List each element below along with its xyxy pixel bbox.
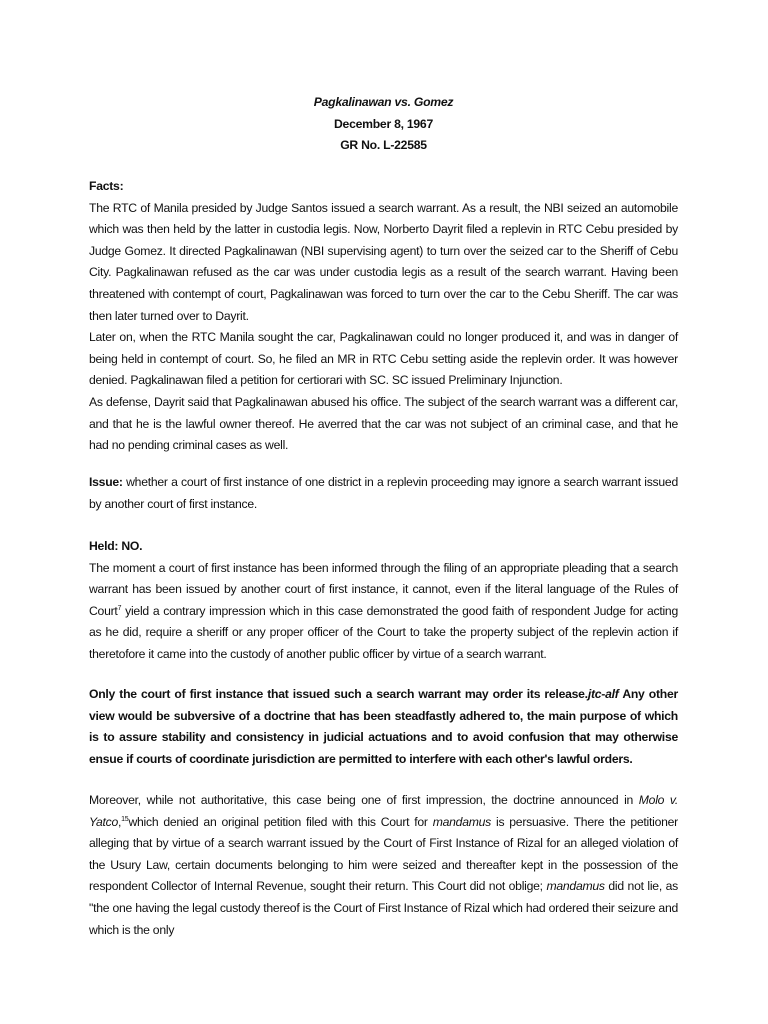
held-paragraph-3: Moreover, while not authoritative, this case being one of first impression, the doctrine announced in Molo v. Yatco,$^{15}$which denied an original petition filed with this Court for mandamus is persuasive. There the petitioner alleging that by virtue of a search warrant issued by the Court of First Instance of Rizal for an alleged violation of the Usury Law, certain documents belonging to him were seized and thereafter kept in the possession of the respondent Collector of Internal Revenue, sought their return. This Court did not oblige; mandamus did not lie, as "the one having the legal custody thereof is the Court of First Instance of Rizal which had ordered their seizure and which is the only <box>89 793 678 937</box>
issue-label: Issue: <box>89 475 123 489</box>
facts-paragraph-3: As defense, Dayrit said that Pagkalinawan abused his office. The subject of the search warrant was a different car, and that he is the lawful owner thereof. He averred that the car was not subject of an criminal case, and that he had no pending criminal cases as well. <box>89 394 678 453</box>
issue-section <box>89 472 678 515</box>
facts-section <box>89 176 678 457</box>
facts-heading: Facts: <box>89 179 124 193</box>
held-paragraph-1: The moment a court of first instance has been informed through the filing of an appropriate pleading that a search warrant has been issued by another court of first instance, it cannot, even if the literal language of the Rules of Court$^7$ yield a contrary impression which in this case demonstrated the good faith of respondent Judge for acting as he did, require a sheriff or any proper officer of the Court to take the property subject of the replevin action if theretofore it came into the custody of another public officer by virtue of a search warrant. <box>89 560 678 661</box>
case-header <box>89 92 678 157</box>
bold-italic-tag: jtc-alf <box>587 687 619 701</box>
footnote-ref-15: 15 <box>121 815 129 823</box>
issue-text: whether a court of first instance of one district in a replevin proceeding may ignore a search warrant issued by another court of first instance. <box>89 475 678 511</box>
issue-paragraph <box>89 472 678 515</box>
case-title: Pagkalinawan vs. Gomez <box>313 95 454 109</box>
facts-paragraph-2: Later on, when the RTC Manila sought the car, Pagkalinawan could no longer produced it, and was in danger of being held in contempt of court. So, he filed an MR in RTC Cebu setting aside the replevin order. It was however denied. Pagkalinawan filed a petition for certiorari with SC. SC issued Preliminary Injunction. <box>89 330 678 388</box>
case-date: December 8, 1967 <box>334 116 433 131</box>
held-heading: Held: NO. <box>89 539 143 553</box>
case-gr-number: GR No. L-22585 <box>340 138 427 153</box>
held-section <box>89 536 678 666</box>
case-citation-molo: Molo v. Yatco <box>89 793 678 829</box>
held-bold-paragraph: Only the court of first instance that issued such a search warrant may order its release.jtc-alf Any other view would be subversive of a doctrine that has been steadfastly adhered to, the main purpose of which is to assure stability and consistency in judicial actuations and to avoid confusion that may otherwise ensue if courts of coordinate jurisdiction are permitted to interfere with each other's lawful orders. <box>89 687 678 766</box>
footnote-ref-7: 7 <box>117 604 122 612</box>
facts-paragraph-1: The RTC of Manila presided by Judge Santos issued a search warrant. As a result, the NBI seized an automobile which was then held by the latter in custodia legis. Now, Norberto Dayrit filed a replevin in RTC Cebu presided by Judge Gomez. It directed Pagkalinawan (NBI supervising agent) to turn over the seized car to the Sheriff of Cebu City. Pagkalinawan refused as the car was under custodia legis as a result of the search warrant. Having been threatened with contempt of court, Pagkalinawan was forced to turn over the car to the Cebu Sheriff. The car was then later turned over to Dayrit. <box>89 200 678 323</box>
